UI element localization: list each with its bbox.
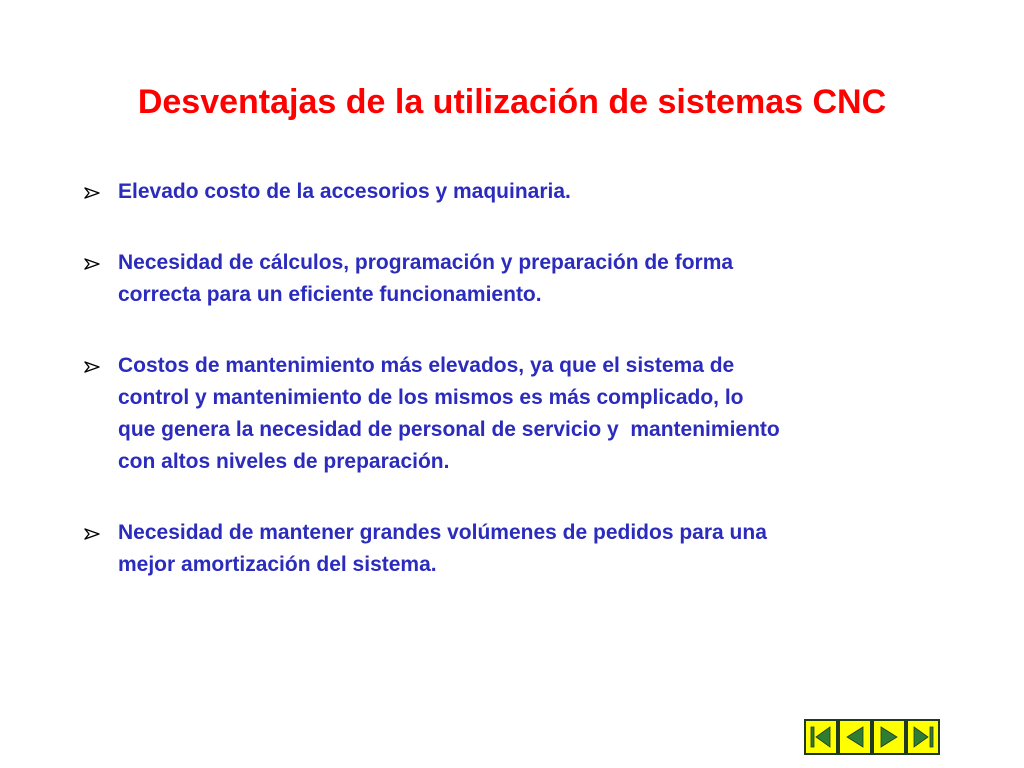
- first-slide-button[interactable]: [804, 719, 838, 755]
- slide-title: Desventajas de la utilización de sistemas CNC: [137, 83, 887, 121]
- bullet-text-line: control y mantenimiento de los mismos es más complicado, lo: [118, 386, 744, 409]
- arrowhead-bullet-icon: [84, 528, 100, 540]
- arrowhead-bullet-icon: [84, 361, 100, 373]
- last-slide-button[interactable]: [906, 719, 940, 755]
- next-slide-icon: [876, 723, 902, 751]
- arrowhead-bullet-icon: [84, 258, 100, 270]
- bullet-text-line: mejor amortización del sistema.: [118, 553, 437, 576]
- bullet-text-line: Necesidad de cálculos, programación y preparación de forma: [118, 251, 734, 274]
- bullet-text-line: correcta para un eficiente funcionamiento.: [118, 283, 542, 306]
- first-slide-icon: [808, 723, 834, 751]
- bullet-list: [80, 176, 940, 620]
- previous-slide-button[interactable]: [838, 719, 872, 755]
- bullet-text-line: Costos de mantenimiento más elevados, ya que el sistema de: [118, 354, 735, 377]
- bullet-item: [80, 517, 940, 581]
- bullet-text-line: que genera la necesidad de personal de servicio y mantenimiento: [118, 418, 780, 441]
- last-slide-icon: [910, 723, 936, 751]
- next-slide-button[interactable]: [872, 719, 906, 755]
- bullet-item: [80, 350, 940, 478]
- bullet-item: [80, 176, 940, 208]
- arrowhead-bullet-icon: [84, 187, 100, 199]
- previous-slide-icon: [842, 723, 868, 751]
- bullet-text-line: con altos niveles de preparación.: [118, 450, 450, 473]
- slide-navigation-bar: [804, 719, 940, 755]
- bullet-item: [80, 247, 940, 311]
- bullet-text-line: Necesidad de mantener grandes volúmenes de pedidos para una: [118, 521, 767, 544]
- bullet-text-line: Elevado costo de la accesorios y maquinaria.: [118, 180, 571, 203]
